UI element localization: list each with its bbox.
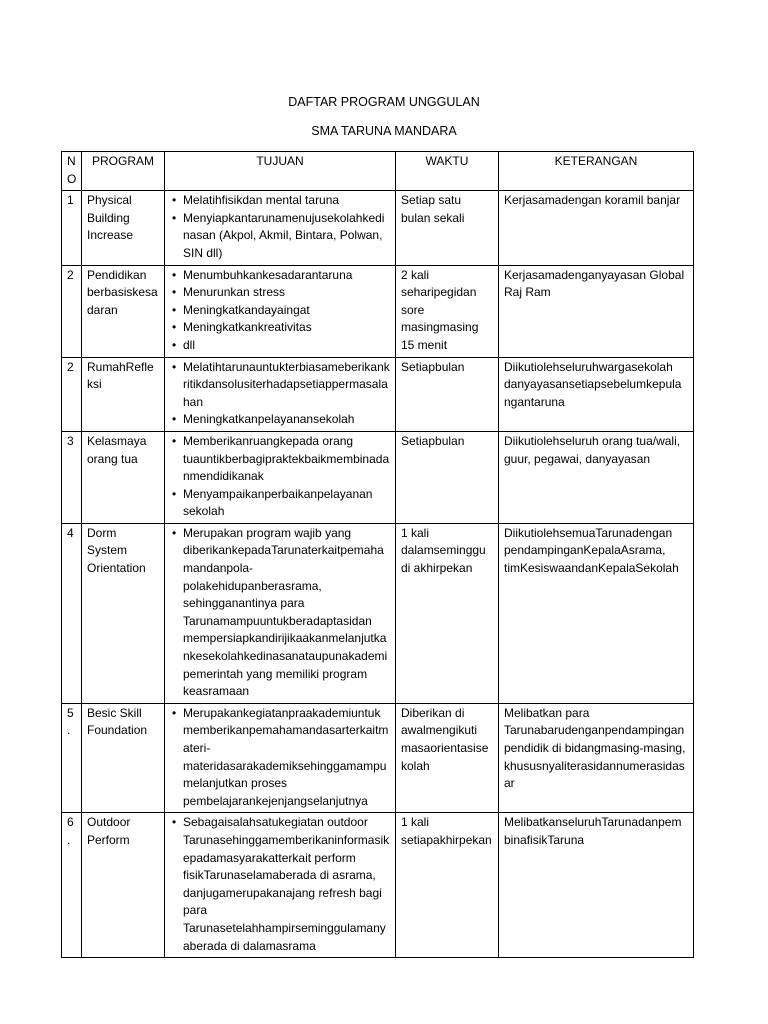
school-name: SMA TARUNA MANDARA — [311, 124, 457, 138]
row-keterangan: Kerjasamadengan koramil banjar — [499, 191, 694, 265]
row-waktu: Setiapbulan — [396, 431, 499, 523]
row-program: Pendidikan berbasiskesadaran — [82, 265, 165, 357]
header-keterangan: KETERANGAN — [499, 152, 694, 191]
tujuan-item: • dll — [183, 337, 390, 355]
tujuan-item: • Meningkatkankreativitas — [183, 319, 390, 337]
tujuan-item: • Meningkatkandayaingat — [183, 302, 390, 320]
table-row — [62, 357, 694, 431]
header-program: PROGRAM — [82, 152, 165, 191]
tujuan-list — [170, 192, 390, 262]
table-row — [62, 191, 694, 265]
row-keterangan: DiikutiolehsemuaTarunadengan pendampinganKepalaAsrama, timKesiswaandanKepalaSekolah — [499, 523, 694, 703]
row-keterangan: Diikutiolehseluruhwargasekolah danyayasansetiapsebelumkepulangantaruna — [499, 357, 694, 431]
row-tujuan — [165, 813, 396, 958]
tujuan-list — [170, 359, 390, 429]
row-waktu: 2 kali seharipegidan sore masingmasing 15 menit — [396, 265, 499, 357]
tujuan-item: • Memberikanruangkepada orang tuauntikberbagipraktekbaikmembinadanmendidikanak — [183, 433, 390, 486]
document-title: DAFTAR PROGRAM UNGGULAN — [288, 95, 480, 109]
row-program: RumahRefleksi — [82, 357, 165, 431]
tujuan-item: • Menumbuhkankesadarantaruna — [183, 267, 390, 285]
header-no: N O — [62, 152, 82, 191]
tujuan-list — [170, 705, 390, 811]
table-header-row — [62, 152, 694, 191]
tujuan-item: • Menyampaikanperbaikanpelayanan sekolah — [183, 486, 390, 521]
table-row — [62, 431, 694, 523]
row-waktu: 1 kali dalamseminggu di akhirpekan — [396, 523, 499, 703]
row-tujuan — [165, 703, 396, 813]
row-waktu: Setiap satu bulan sekali — [396, 191, 499, 265]
row-tujuan — [165, 191, 396, 265]
row-number: 6 . — [62, 813, 82, 958]
row-tujuan — [165, 431, 396, 523]
tujuan-list — [170, 433, 390, 521]
table-row — [62, 265, 694, 357]
row-program: Outdoor Perform — [82, 813, 165, 958]
row-number: 2 — [62, 357, 82, 431]
tujuan-list — [170, 267, 390, 355]
tujuan-item: • Meningkatkanpelayanansekolah — [183, 411, 390, 429]
row-number: 5 . — [62, 703, 82, 813]
row-number: 4 — [62, 523, 82, 703]
row-program: Dorm System Orientation — [82, 523, 165, 703]
row-tujuan — [165, 265, 396, 357]
row-tujuan — [165, 523, 396, 703]
row-waktu: 1 kali setiapakhirpekan — [396, 813, 499, 958]
row-number: 3 — [62, 431, 82, 523]
row-program: Physical Building Increase — [82, 191, 165, 265]
row-keterangan: Melibatkan para Tarunabarudenganpendampinganpendidik di bidangmasing-masing, khususnyaliterasidannumerasidasar — [499, 703, 694, 813]
program-table — [61, 151, 694, 958]
tujuan-item: • Merupakankegiatanpraakademiuntukmemberikanpemahamandasarterkaitmateri-materidasarakademiksehinggamampumelanjutkan proses pembelajarankejenjangselanjutnya — [183, 705, 390, 811]
row-number: 2 — [62, 265, 82, 357]
row-keterangan: Kerjasamadenganyayasan Global Raj Ram — [499, 265, 694, 357]
header-waktu: WAKTU — [396, 152, 499, 191]
row-number: 1 — [62, 191, 82, 265]
row-keterangan: Diikutiolehseluruh orang tua/wali, guur, pegawai, danyayasan — [499, 431, 694, 523]
row-waktu: Diberikan di awalmengikuti masaorientasisekolah — [396, 703, 499, 813]
row-program: Kelasmaya orang tua — [82, 431, 165, 523]
table-row — [62, 523, 694, 703]
row-program: Besic Skill Foundation — [82, 703, 165, 813]
header-tujuan: TUJUAN — [165, 152, 396, 191]
tujuan-item: • Menyiapkantarunamenujusekolahkedinasan (Akpol, Akmil, Bintara, Polwan, SIN dll) — [183, 210, 390, 263]
row-keterangan: MelibatkanseluruhTarunadanpembinafisikTaruna — [499, 813, 694, 958]
tujuan-item: • Melatihtarunauntukterbiasameberikankritikdansolusiterhadapsetiappermasalahan — [183, 359, 390, 412]
tujuan-list — [170, 814, 390, 955]
tujuan-item: • Sebagaisalahsatukegiatan outdoor Tarunasehinggamemberikaninformasikepadamasyarakatterkait perform fisikTarunaselamaberada di asrama, danjugamerupakanajang refresh bagi para Tarunasetelahhampirseminggulamanyaberada di dalamasrama — [183, 814, 390, 955]
tujuan-item: • Melatihfisikdan mental taruna — [183, 192, 390, 210]
table-row — [62, 703, 694, 813]
row-waktu: Setiapbulan — [396, 357, 499, 431]
table-row — [62, 813, 694, 958]
tujuan-item: • Merupakan program wajib yang diberikankepadaTarunaterkaitpemahamandanpola-polakehidupanberasrama, sehingganantinya para Tarunamampuuntukberadaptasidan mempersiapkandirijikaakanmelanjutkankesekolahkedinasanataupunakademipemerintah yang memiliki program keasramaan — [183, 525, 390, 701]
row-tujuan — [165, 357, 396, 431]
tujuan-item: • Menurunkan stress — [183, 284, 390, 302]
tujuan-list — [170, 525, 390, 701]
